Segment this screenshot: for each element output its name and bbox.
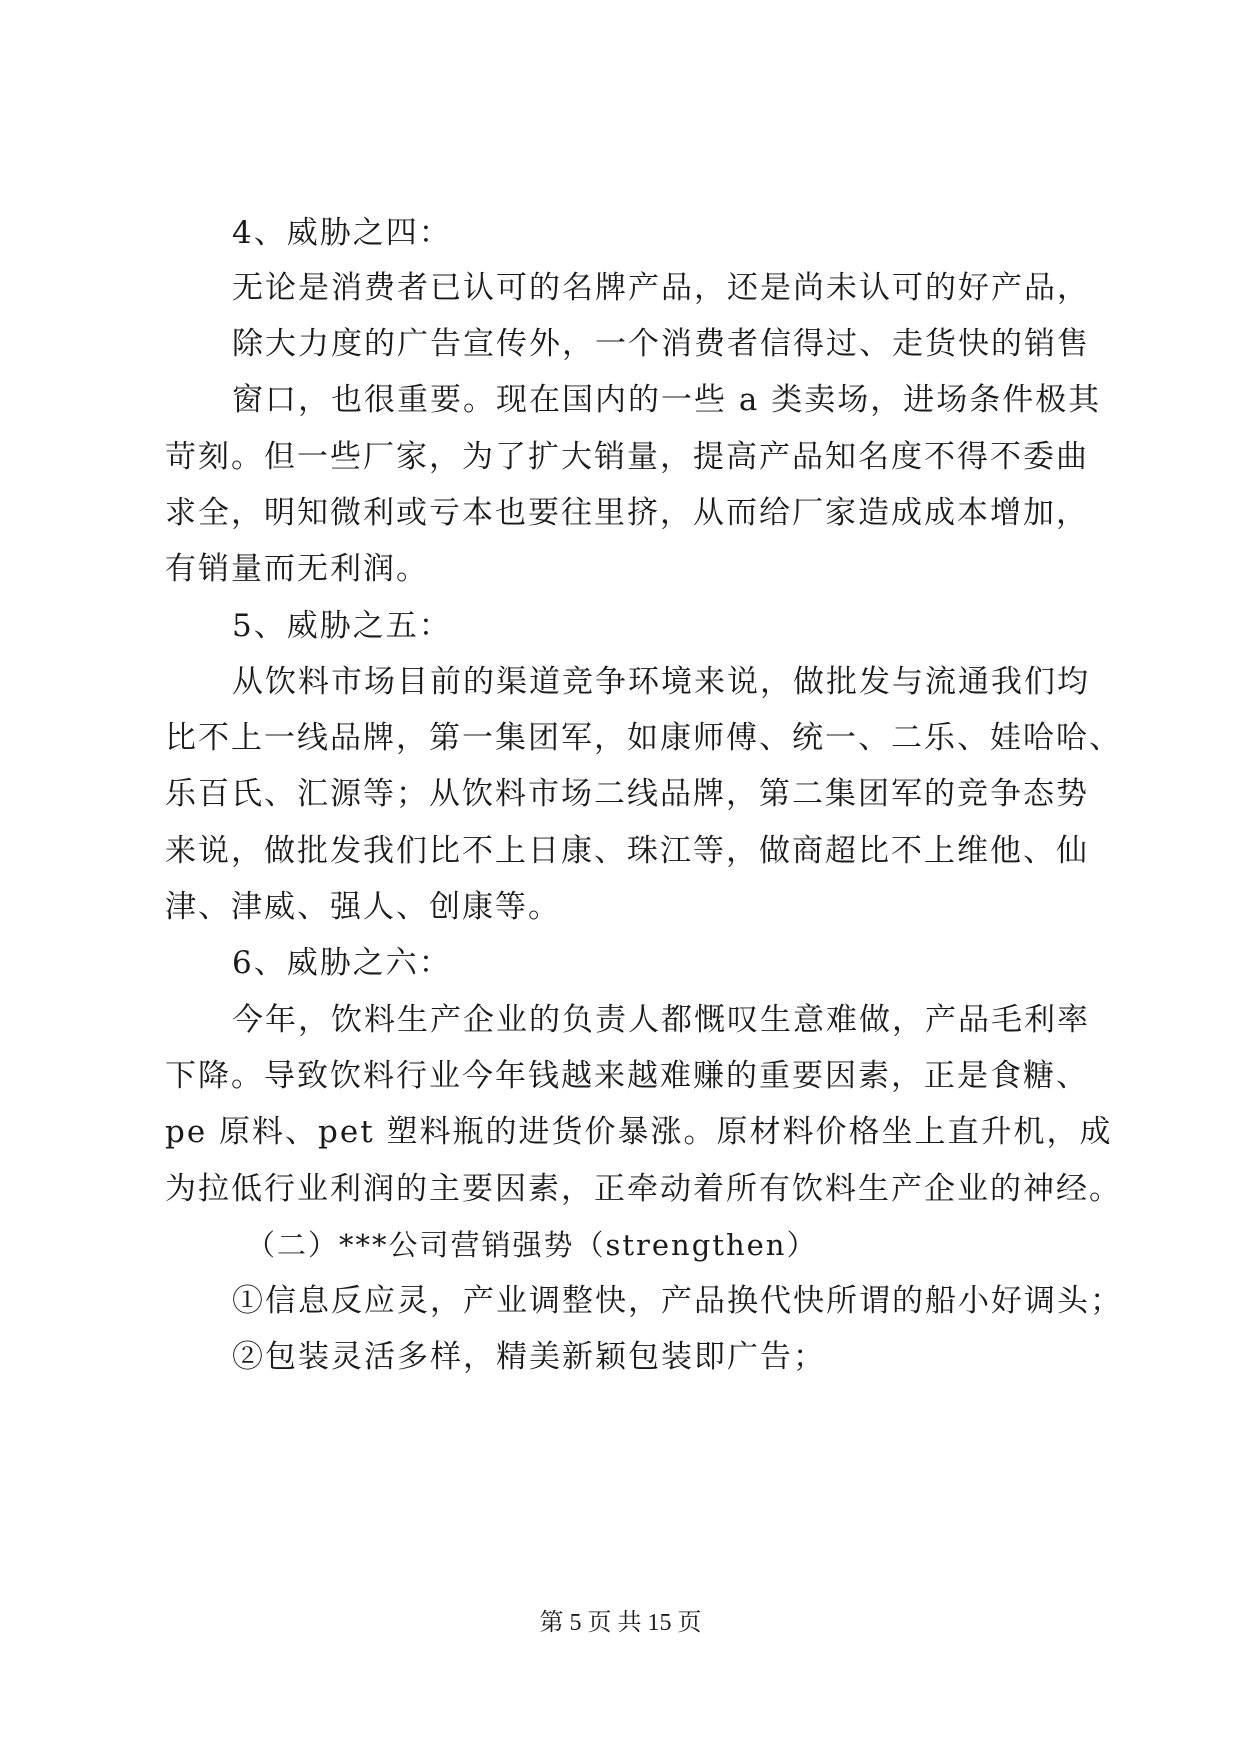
- paragraph-line: 有销量而无利润。: [165, 551, 429, 587]
- paragraph-line: 乐百氏、汇源等；从饮料市场二线品牌，第二集团军的竞争态势: [165, 776, 1089, 812]
- paragraph-line: 下降。导致饮料行业今年钱越来越难赚的重要因素，正是食糖、: [165, 1058, 1089, 1094]
- heading-threat-5: 5、威胁之五：: [232, 608, 452, 644]
- paragraph-line: 无论是消费者已认可的名牌产品，还是尚未认可的好产品，: [232, 270, 1090, 306]
- paragraph-line: 窗口，也很重要。现在国内的一些 a 类卖场，进场条件极其: [232, 382, 1102, 418]
- paragraph-line: 苛刻。但一些厂家，为了扩大销量，提高产品知名度不得不委曲: [165, 439, 1089, 475]
- paragraph-line: 来说，做批发我们比不上日康、珠江等，做商超比不上维他、仙: [165, 833, 1089, 869]
- heading-threat-4: 4、威胁之四：: [232, 215, 452, 251]
- paragraph-line: 比不上一线品牌，第一集团军，如康师傅、统一、二乐、娃哈哈、: [165, 720, 1122, 756]
- paragraph-line: 求全，明知微利或亏本也要往里挤，从而给厂家造成成本增加，: [165, 495, 1089, 531]
- paragraph-line: 从饮料市场目前的渠道竞争环境来说，做批发与流通我们均: [232, 664, 1090, 700]
- page-number-footer: 第 5 页 共 15 页: [539, 1610, 702, 1636]
- paragraph-line: 津、津威、强人、创康等。: [165, 889, 561, 925]
- heading-threat-6: 6、威胁之六：: [232, 945, 452, 981]
- paragraph-line: 今年，饮料生产企业的负责人都慨叹生意难做，产品毛利率: [232, 1002, 1090, 1038]
- list-item: ②包装灵活多样，精美新颖包装即广告；: [232, 1339, 826, 1375]
- section-heading-strengths: （二）***公司营销强势（strengthen）: [246, 1228, 818, 1262]
- paragraph-line: 除大力度的广告宣传外，一个消费者信得过、走货快的销售: [232, 326, 1090, 362]
- paragraph-line: 为拉低行业利润的主要因素，正牵动着所有饮料生产企业的神经。: [165, 1171, 1122, 1207]
- list-item: ①信息反应灵，产业调整快，产品换代快所谓的船小好调头；: [232, 1283, 1123, 1319]
- paragraph-line: pe 原料、pet 塑料瓶的进货价暴涨。原材料价格坐上直升机，成: [165, 1114, 1113, 1150]
